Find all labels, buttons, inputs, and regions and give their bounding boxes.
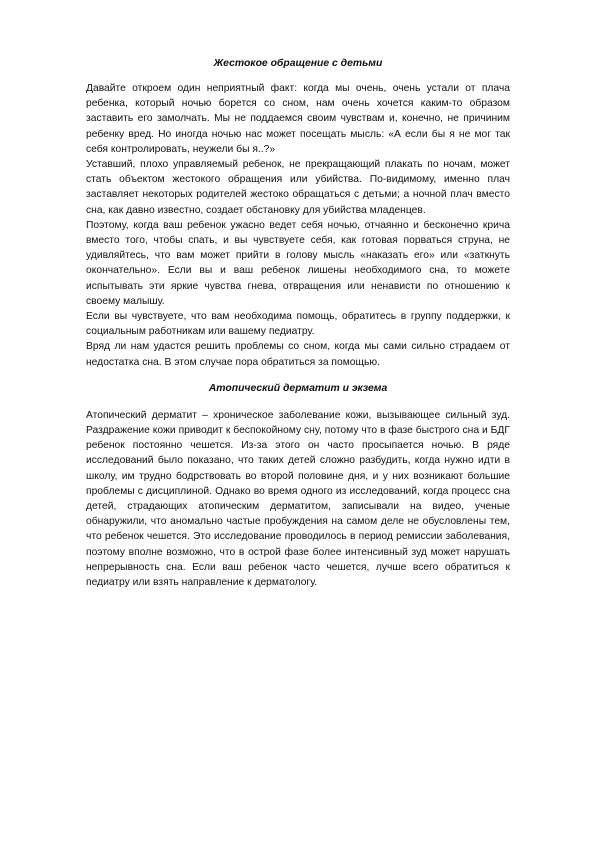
section-title-child-abuse: Жестокое обращение с детьми	[213, 58, 383, 69]
document-body	[86, 57, 510, 590]
paragraph: Давайте откроем один неприятный факт: когда мы очень, очень устали от плача ребенка, который ночью борется со сном, нам очень хочется каким-то образом заставить его замолчать. Мы не поддаемся своим чувствам и, конечно, не причиним ребенку вред. Но иногда ночью нас может посещать мысль: «А если бы я не мог так себя контролировать, неужели бы я..?»	[86, 83, 510, 155]
paragraph: Вряд ли нам удастся решить проблемы со сном, когда мы сами сильно страдаем от недостатка сна. В этом случае пора обратиться за помощью.	[86, 341, 510, 368]
paragraph: Уставший, плохо управляемый ребенок, не прекращающий плакать по ночам, может стать объектом жестокого обращения или убийства. По-видимому, именно плач заставляет некоторых родителей жестоко обращаться с детьми; а ночной плач вместо сна, как давно известно, создает обстановку для убийства младенцев.	[86, 159, 510, 216]
paragraph: Поэтому, когда ваш ребенок ужасно ведет себя ночью, отчаянно и бесконечно крича вместо того, чтобы спать, и вы чувствуете себя, как готовая порваться струна, не удивляйтесь, что вам может прийти в голову мысль «наказать его» или «заткнуть окончательно». Если вы и ваш ребенок лишены необходимого сна, то можете испытывать эти яркие чувства гнева, отвращения или ненависти по отношению к своему малышу.	[86, 219, 510, 307]
paragraph: Атопический дерматит – хроническое заболевание кожи, вызывающее сильный зуд. Раздражение кожи приводит к беспокойному сну, потому что в фазе быстрого сна и БДГ ребенок постоянно чешется. Из-за этого он часто просыпается ночью. В ряде исследований было показано, что таких детей сложно разбудить, когда нужно идти в школу, им трудно бодрствовать во второй половине дня, и у них возникают большие проблемы с дисциплиной. Однако во время одного из исследований, когда процесс сна детей, страдающих атопическим дерматитом, записывали на видео, ученые обнаружили, что аномально частые пробуждения на самом деле не обусловлены тем, что ребенок чешется. Это исследование проводилось в период ремиссии заболевания, поэтому вполне возможно, что в острой фазе более интенсивный зуд может нарушать непрерывность сна. Если ваш ребенок часто чешется, лучше всего обратиться к педиатру или взять направление к дерматологу.	[86, 409, 510, 589]
section-title-atopic-dermatitis: Атопический дерматит и экзема	[208, 382, 388, 394]
paragraph: Если вы чувствуете, что вам необходима помощь, обратитесь в группу поддержки, к социальным работникам или вашему педиатру.	[86, 311, 510, 338]
